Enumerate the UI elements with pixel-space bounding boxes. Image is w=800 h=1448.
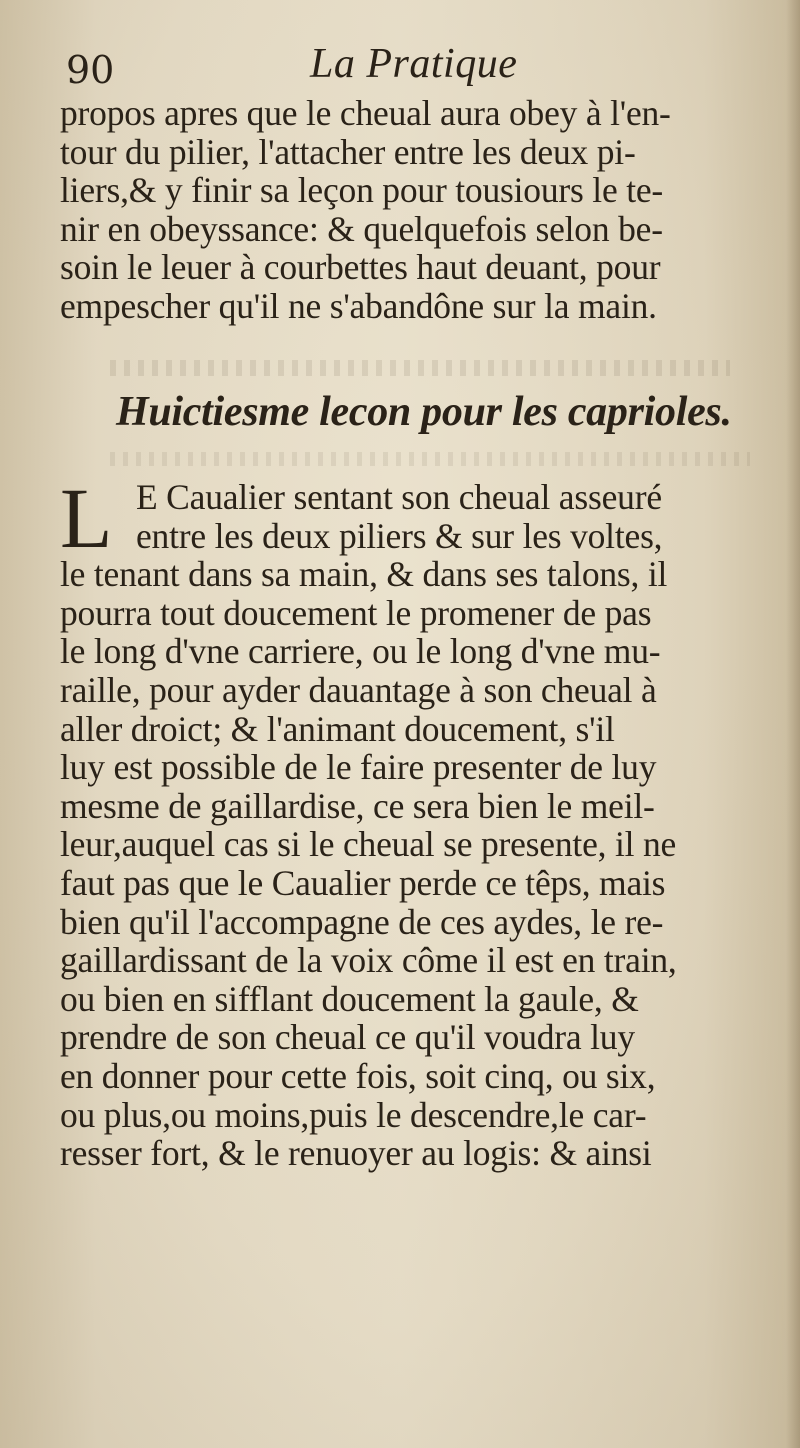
text-line: resser fort, & le renuoyer au logis: & ainsi (60, 1133, 652, 1174)
text-line: leur,auquel cas si le cheual se presente, il ne (60, 824, 677, 865)
text-line: soin le leuer à courbettes haut deuant, pour (60, 247, 661, 288)
text-line: bien qu'il l'accompagne de ces aydes, le re- (60, 901, 664, 942)
text-line: en donner pour cette fois, soit cinq, ou six, (60, 1055, 656, 1096)
page-header (0, 40, 800, 100)
drop-cap: L (60, 470, 113, 566)
text-line: ou plus,ou moins,puis le descendre,le car- (60, 1094, 647, 1135)
text-line: liers,& y finir sa leçon pour tousiours le te- (60, 170, 664, 211)
text-line: pourra tout doucement le promener de pas (60, 592, 652, 633)
text-line: gaillardissant de la voix côme il est en train, (60, 940, 677, 981)
bleed-through-marks (110, 452, 750, 466)
page-edge-shadow (786, 0, 800, 1448)
paragraph (60, 470, 750, 1174)
text-line: propos apres que le cheual aura obey à l'en- (60, 93, 671, 133)
text-line: raille, pour ayder dauantage à son cheual à (60, 669, 657, 710)
continuation-text (60, 94, 750, 326)
text-line: le tenant dans sa main, & dans ses talons, il (60, 554, 668, 595)
text-line: tour du pilier, l'attacher entre les deux pi- (60, 131, 636, 172)
text-line: faut pas que le Caualier perde ce têps, mais (60, 862, 666, 903)
text-line: empescher qu'il ne s'abandône sur la main. (60, 285, 657, 326)
drop-cap-block (60, 470, 750, 566)
text-line: ou bien en sifflant doucement la gaule, & (60, 978, 639, 1019)
text-line: entre les deux piliers & sur les voltes, (136, 515, 663, 556)
running-title: La Pratique (310, 41, 518, 87)
bleed-through-marks (110, 360, 730, 376)
text-line: nir en obeyssance: & quelquefois selon be- (60, 208, 663, 249)
text-line: E Caualier sentant son cheual asseuré (136, 477, 662, 517)
text-line: aller droict; & l'animant doucement, s'il (60, 708, 615, 749)
text-line: mesme de gaillardise, ce sera bien le meil- (60, 785, 655, 826)
text-line: le long d'vne carriere, ou le long d'vne mu- (60, 631, 661, 672)
page-number: 90 (66, 48, 115, 92)
text-line: luy est possible de le faire presenter de luy (60, 747, 657, 788)
section-heading: Huictiesme lecon pour les caprioles. (116, 389, 732, 435)
text-line: prendre de son cheual ce qu'il voudra luy (60, 1017, 635, 1058)
